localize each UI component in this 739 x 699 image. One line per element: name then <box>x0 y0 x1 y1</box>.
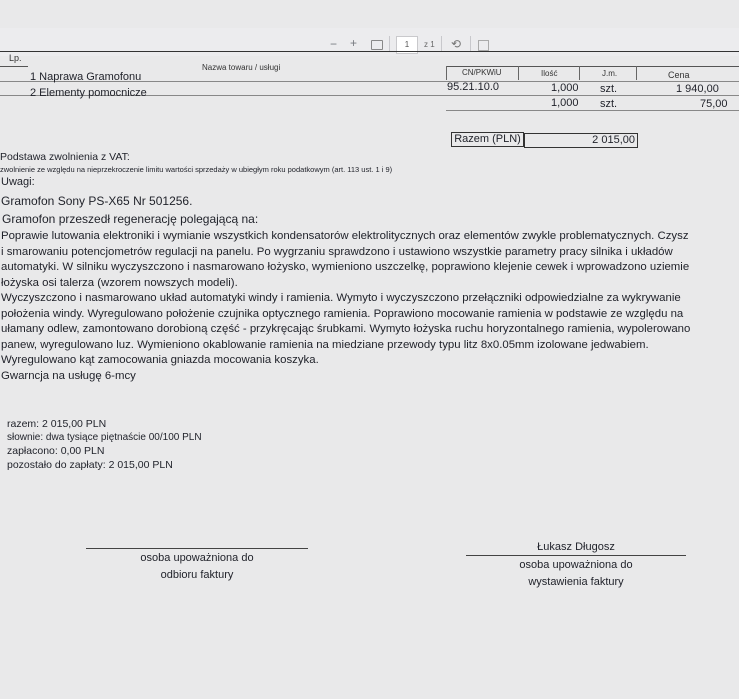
table-row-unit: szt. <box>600 83 618 95</box>
remarks-line: Gramofon Sony PS-X65 Nr 501256. <box>1 194 193 208</box>
page-view-icon[interactable] <box>478 40 489 51</box>
table-row-name: 1 Naprawa Gramofonu <box>30 71 142 83</box>
remarks-line: automatyki. W silniku wyczyszczono i nasmarowano łożysko, wymieniono uszczelkę, poprawiono klejenie cewek i wprowadzono uziemie <box>1 261 690 273</box>
remarks-line: i smarowaniu potencjometrów regulacji na panelu. Po wygrzaniu sprawdzono i ustawiono wszystkie parametry pracy silnika i układów <box>1 245 673 258</box>
remarks-line: położenia windy. Wyregulowano położenie czujnika optycznego ramienia. Poprawiono mocowanie ramienia w podstawie ze względu na <box>1 307 684 320</box>
table-grid-line <box>0 66 28 67</box>
fit-page-icon[interactable] <box>371 40 383 50</box>
remarks-line: Poprawie lutowania elektroniki i wymianie wszystkich kondensatorów elektrolitycznych oraz elementów zwykle problematycznych. Czysz <box>1 230 689 242</box>
remarks-line: Gramofon przeszedł regenerację polegającą na: <box>2 212 259 226</box>
header-lp: Lp. <box>9 53 22 63</box>
table-row-name: 2 Elementy pomocnicze <box>30 87 147 99</box>
remarks-line: łożyska osi talerza (wzorem nowszych modeli). <box>1 276 238 289</box>
remarks-line: Gwarncja na usługę 6-mcy <box>1 369 136 382</box>
header-unit: J.m. <box>602 69 618 78</box>
remarks-body <box>1 229 739 384</box>
zoom-out-button[interactable]: − <box>330 37 338 51</box>
remarks-line: Wyregulowano kąt zamocowania gniazda mocowania koszyka. <box>1 354 319 366</box>
total-value: 2 015,00 <box>524 133 638 148</box>
summary-paid: zapłacono: 0,00 PLN <box>7 445 105 457</box>
table-row-price: 75,00 <box>700 98 728 110</box>
header-pkwiu: CN/PKWiU <box>462 68 502 77</box>
zoom-in-button[interactable]: + <box>350 36 358 50</box>
header-qty: Ilość <box>541 69 558 78</box>
total-label: Razem (PLN) <box>451 132 524 147</box>
table-grid-line <box>446 66 739 67</box>
table-row-qty: 1,000 <box>551 82 579 94</box>
summary-remaining: pozostało do zapłaty: 2 015,00 PLN <box>7 459 173 471</box>
signature-right-name: Łukasz Długosz <box>537 541 615 553</box>
remarks-line: ułamany odlew, zamontowano dorobioną część - przykręcając śrubkami. Wymyto łożyska ruchu horyzontalnego ramienia, wypolerowano <box>1 323 691 335</box>
table-bottom-border <box>446 110 739 111</box>
table-grid-line <box>446 66 447 80</box>
table-row-pkwiu: 95.21.10.0 <box>447 81 499 93</box>
toolbar-divider <box>441 36 442 52</box>
page-number-input[interactable]: 1 <box>396 36 418 54</box>
signature-right-line1: osoba upoważniona do <box>519 559 633 571</box>
summary-in-words: słownie: dwa tysiące piętnaście 00/100 PLN <box>7 432 202 443</box>
remarks-line: Wyczyszczono i nasmarowano układ automatyki windy i ramienia. Wymyto i wyczyszczono przełączniki odpowiedzialne za wykrywanie <box>1 292 681 304</box>
signature-left-line2: odbioru faktury <box>160 569 234 581</box>
remarks-title: Uwagi: <box>1 176 35 188</box>
header-name: Nazwa towaru / usługi <box>202 63 281 72</box>
table-grid-line <box>518 66 519 80</box>
toolbar-divider <box>470 36 471 52</box>
summary-total: razem: 2 015,00 PLN <box>7 418 107 430</box>
rotate-icon[interactable]: ⟲ <box>451 37 462 51</box>
page-total: z 1 <box>424 40 435 49</box>
signature-line-right <box>466 555 686 556</box>
vat-reason: zwolnienie ze względu na nieprzekroczenie limitu wartości sprzedaży w ubiegłym roku podatkowym (art. 113 ust. 1 i 9) <box>0 165 393 174</box>
table-row-unit: szt. <box>600 98 618 110</box>
remarks-line: panew, wyregulowano luz. Wymieniono okablowanie ramienia na miedziane przewody typu litz 8x0.05mm izolowane jedwabiem. <box>1 338 649 351</box>
header-price: Cena <box>668 70 690 80</box>
table-row-qty: 1,000 <box>551 97 579 109</box>
signature-left-line1: osoba upoważniona do <box>140 552 254 564</box>
table-grid-line <box>636 66 637 80</box>
vat-title: Podstawa zwolnienia z VAT: <box>0 151 130 163</box>
signature-line-left <box>86 548 308 549</box>
signature-right-line2: wystawienia faktury <box>528 576 624 588</box>
table-row-price: 1 940,00 <box>676 83 719 95</box>
table-grid-line <box>579 66 580 80</box>
table-top-border <box>0 51 739 52</box>
toolbar-divider <box>389 36 390 52</box>
